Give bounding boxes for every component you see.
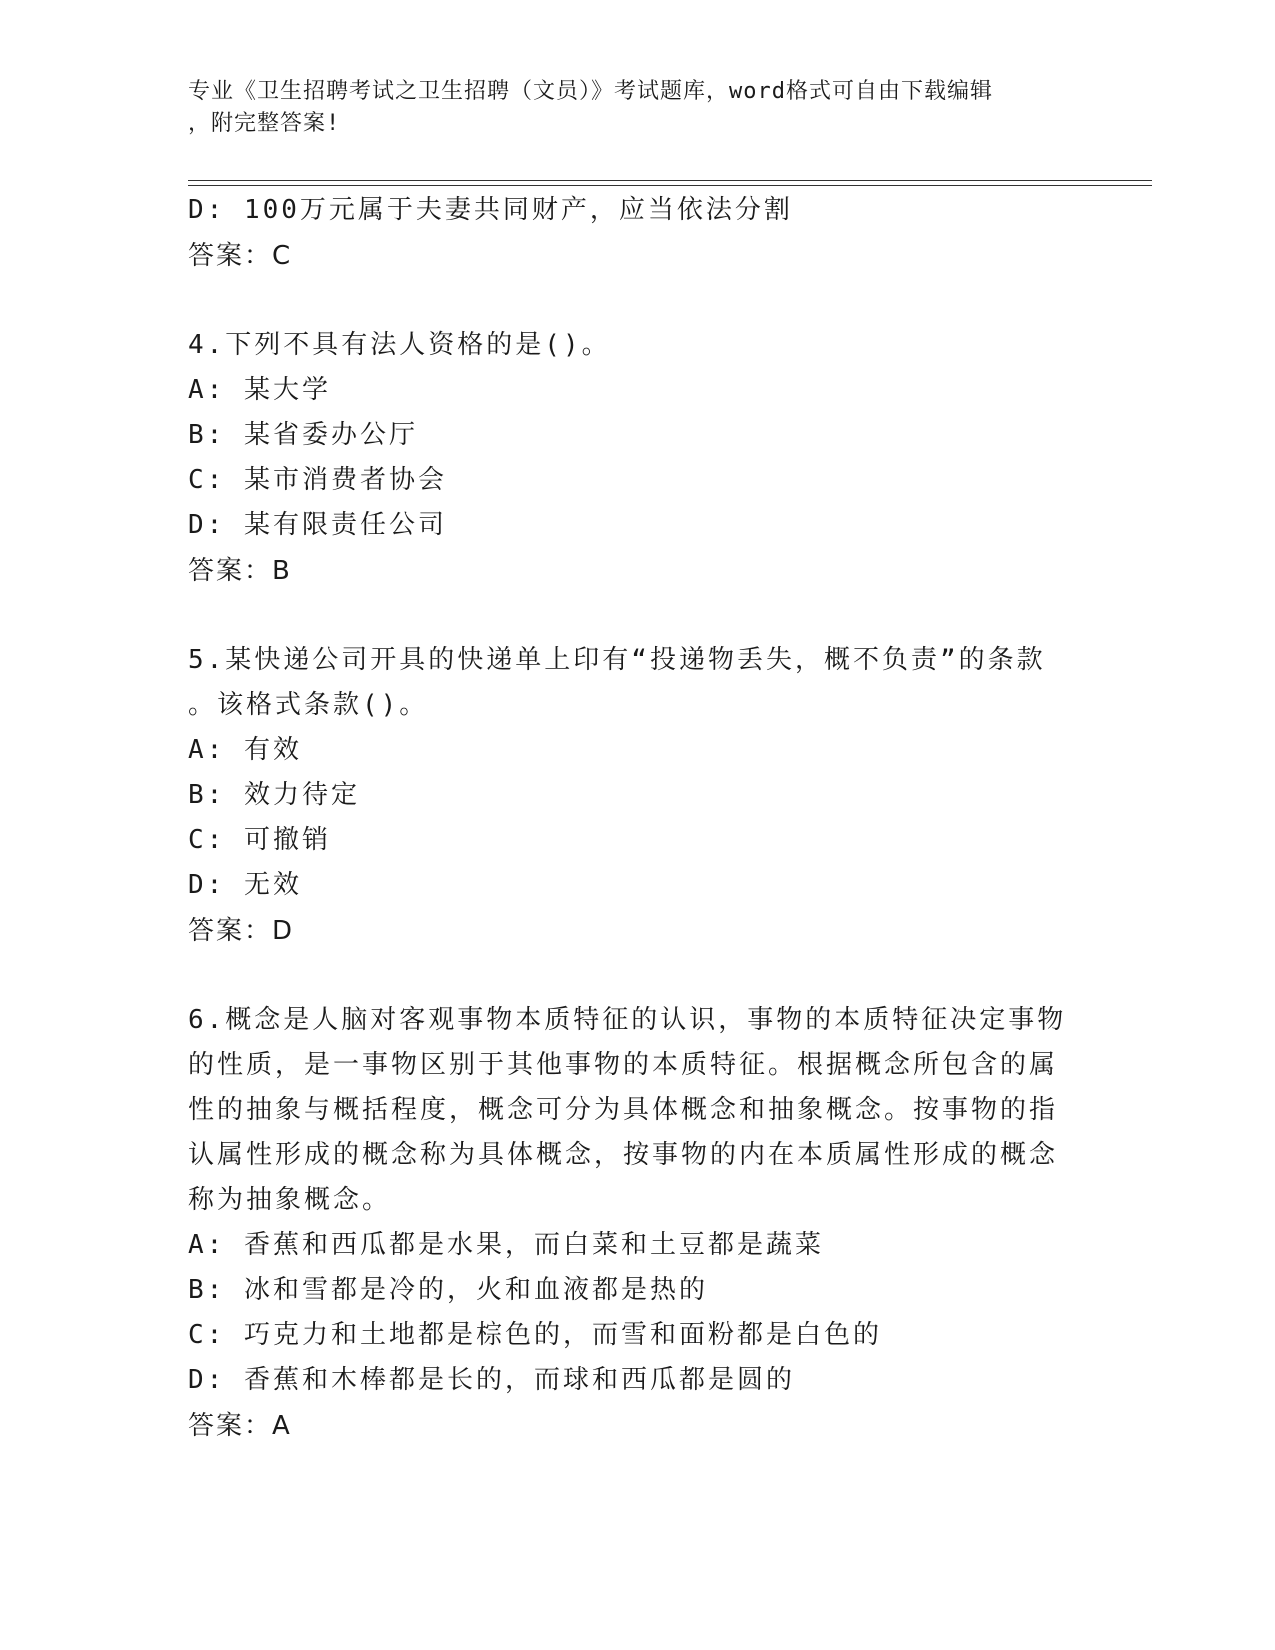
q6-stem-line3: 性的抽象与概括程度，概念可分为具体概念和抽象概念。按事物的指 (188, 1095, 1059, 1125)
q6-option-d: D: 香蕉和木棒都是长的，而球和西瓜都是圆的 (188, 1365, 795, 1395)
q4-option-a: A: 某大学 (188, 375, 331, 405)
document-header (188, 76, 1088, 140)
q6-answer: 答案：A (188, 1411, 292, 1441)
header-divider (188, 180, 1152, 186)
spacer (188, 955, 1068, 998)
q5-option-b: B: 效力待定 (188, 780, 360, 810)
q6-stem-line2: 的性质，是一事物区别于其他事物的本质特征。根据概念所包含的属 (188, 1050, 1059, 1080)
q5-option-d: D: 无效 (188, 870, 302, 900)
q6-stem-line5: 称为抽象概念。 (188, 1185, 392, 1215)
spacer (188, 280, 1068, 323)
q4-option-d: D: 某有限责任公司 (188, 510, 447, 540)
q6-stem-line1: 6.概念是人脑对客观事物本质特征的认识，事物的本质特征决定事物 (188, 1005, 1067, 1035)
q3-answer: 答案：C (188, 241, 293, 271)
q5-option-a: A: 有效 (188, 735, 302, 765)
q5-stem-line2: 。该格式条款()。 (188, 690, 429, 720)
q4-answer: 答案：B (188, 556, 292, 586)
header-title-line2: ，附完整答案! (188, 111, 341, 136)
q4-option-b: B: 某省委办公厅 (188, 420, 418, 450)
q4-stem: 4.下列不具有法人资格的是()。 (188, 330, 611, 360)
q6-option-c: C: 巧克力和土地都是棕色的，而雪和面粉都是白色的 (188, 1320, 882, 1350)
q6-option-b: B: 冰和雪都是冷的，火和血液都是热的 (188, 1275, 708, 1305)
q6-stem-line4: 认属性形成的概念称为具体概念，按事物的内在本质属性形成的概念 (188, 1140, 1059, 1170)
q4-option-c: C: 某市消费者协会 (188, 465, 447, 495)
question-list (188, 188, 1068, 1450)
q5-answer: 答案：D (188, 916, 295, 946)
q6-option-a: A: 香蕉和西瓜都是水果，而白菜和土豆都是蔬菜 (188, 1230, 824, 1260)
q5-stem-line1: 5.某快递公司开具的快递单上印有“投递物丢失，概不负责”的条款 (188, 645, 1046, 675)
q5-option-c: C: 可撤销 (188, 825, 331, 855)
spacer (188, 595, 1068, 638)
q3-option-d: D: 100万元属于夫妻共同财产，应当依法分割 (188, 195, 793, 225)
header-title-line1: 专业《卫生招聘考试之卫生招聘（文员）》考试题库，word格式可自由下载编辑 (188, 79, 993, 104)
